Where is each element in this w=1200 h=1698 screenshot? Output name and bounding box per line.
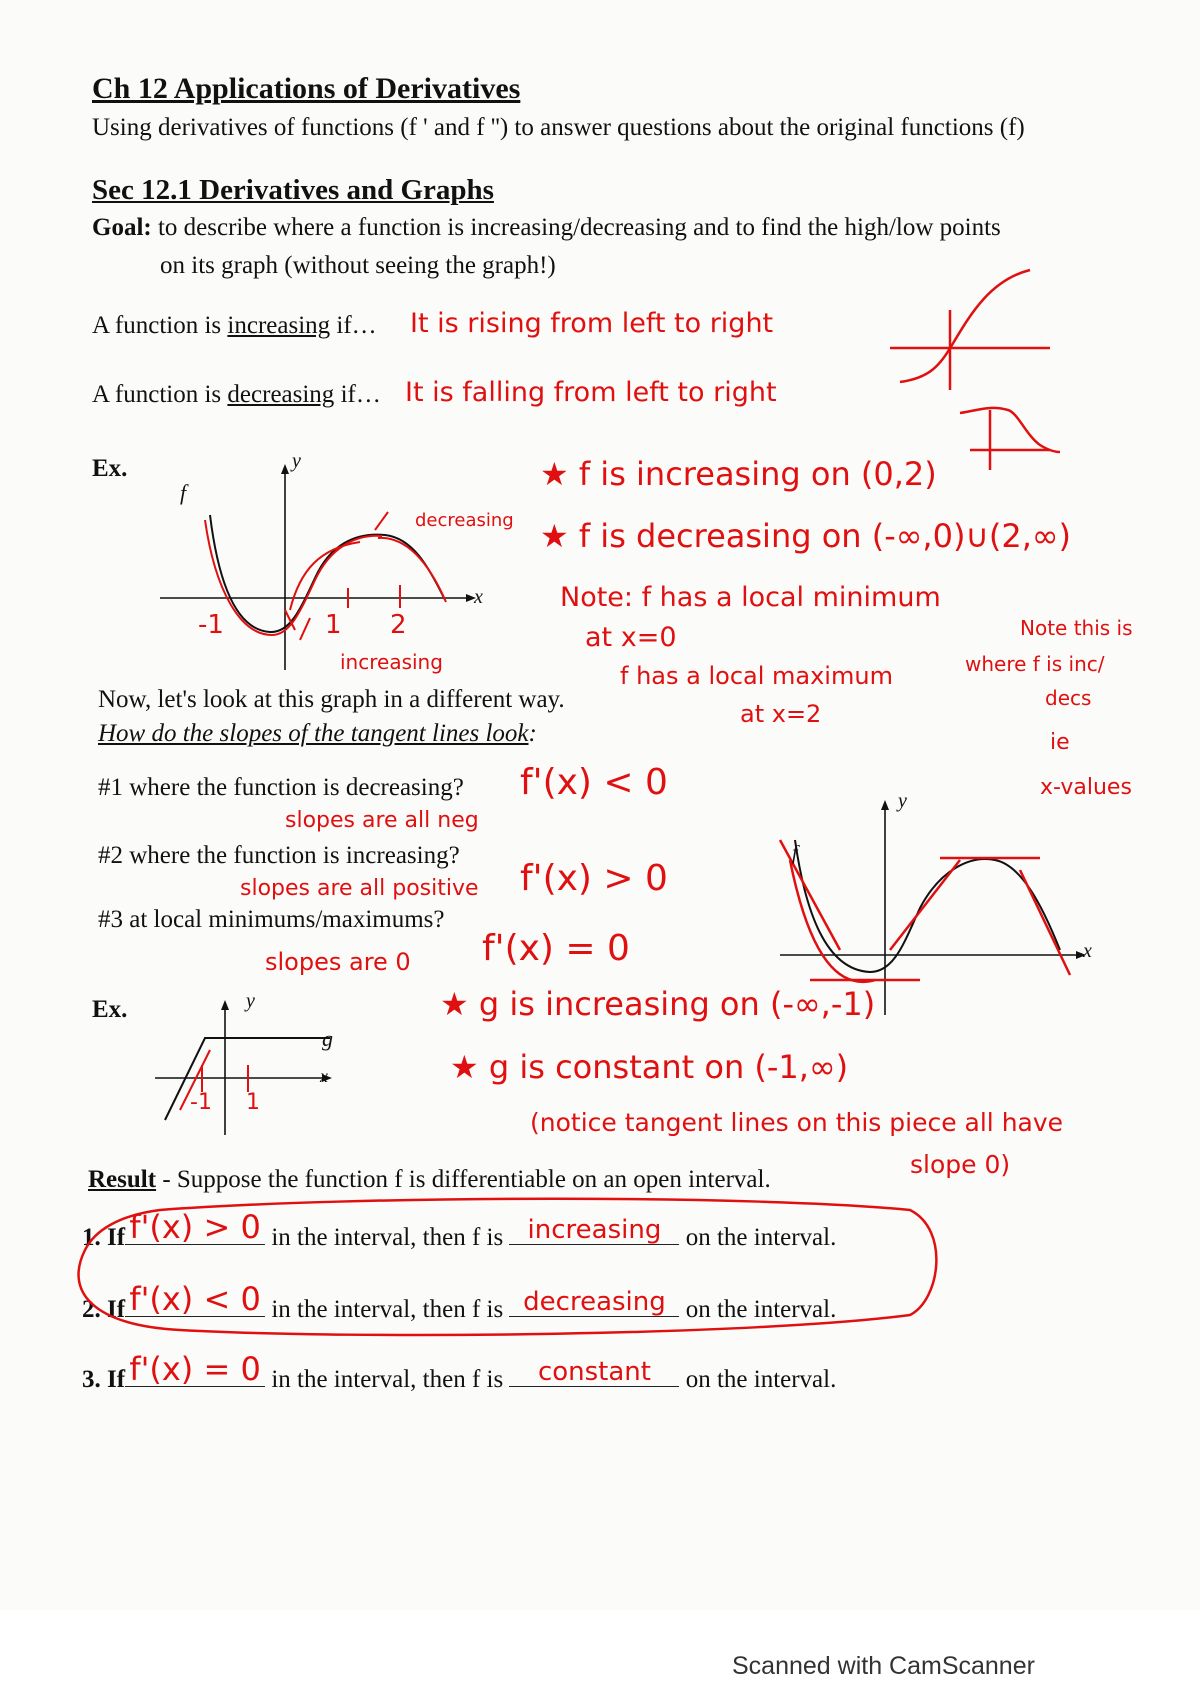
increasing-definition: A function is increasing if…: [92, 312, 377, 339]
q1-decreasing: #1 where the function is decreasing?: [98, 774, 464, 801]
ann-f-decreasing: ★ f is decreasing on (-∞,0)∪(2,∞): [540, 517, 1072, 555]
example2-y-label: y: [246, 990, 255, 1012]
q1-answer: f'(x) < 0: [520, 762, 668, 803]
example2-tick-neg1: -1: [190, 1090, 212, 1115]
ann-g-note-1: (notice tangent lines on this piece all have: [530, 1108, 1064, 1137]
example1-y-label: y: [292, 450, 301, 472]
decreasing-definition: A function is decreasing if…: [92, 381, 381, 408]
q2-note: slopes are all positive: [240, 876, 479, 901]
q3-answer: f'(x) = 0: [482, 928, 630, 969]
example2-label: Ex.: [92, 996, 128, 1023]
tick-2: 2: [390, 610, 407, 640]
increasing-sketch: [880, 270, 1070, 470]
q3-extrema: #3 at local minimums/maximums?: [98, 906, 445, 933]
scanner-watermark: Scanned with CamScanner: [732, 1652, 1035, 1680]
ann-side-2: where f is inc/: [965, 652, 1105, 676]
tangent-graph-x: x: [1083, 940, 1092, 962]
slopes-question: How do the slopes of the tangent lines look:: [98, 720, 537, 747]
result-highlight-loop: [60, 1190, 960, 1350]
ann-side-3: decs: [1045, 686, 1092, 710]
q1-note: slopes are all neg: [285, 808, 479, 833]
ann-side-4: ie: [1050, 730, 1070, 755]
result-item-1: 1. If f'(x) > 0 in the interval, then f is increasing on the interval.: [82, 1208, 837, 1251]
example2-func-label: g: [322, 1026, 333, 1051]
note-decreasing: decreasing: [415, 510, 514, 531]
ann-g-note-2: slope 0): [910, 1150, 1011, 1179]
increasing-answer: It is rising from left to right: [410, 308, 774, 339]
result-item-2: 2. If f'(x) < 0 in the interval, then f is decreasing on the interval.: [82, 1280, 837, 1323]
tangent-graph-y: y: [898, 790, 907, 812]
ann-side-5: x-values: [1040, 775, 1132, 800]
ann-g-increasing: ★ g is increasing on (-∞,-1): [440, 985, 876, 1023]
ann-local-min-1: Note: f has a local minimum: [560, 582, 941, 613]
ann-local-min-2: at x=0: [585, 622, 677, 653]
example1-func-label: f: [180, 480, 187, 505]
ann-local-max-1: f has a local maximum: [620, 662, 893, 690]
goal-line-1: [92, 214, 1001, 242]
q3-note: slopes are 0: [265, 948, 411, 976]
goal-text: to describe where a function is increasing/decreasing and to find the high/low points: [157, 214, 1001, 241]
example1-graph: [150, 460, 490, 680]
example1-label: Ex.: [92, 455, 128, 482]
chapter-title: Ch 12 Applications of Derivatives: [92, 72, 521, 105]
example2-x-label: x: [320, 1066, 328, 1086]
ann-f-increasing: ★ f is increasing on (0,2): [540, 455, 937, 493]
section-title: Sec 12.1 Derivatives and Graphs: [92, 174, 494, 206]
q2-answer: f'(x) > 0: [520, 858, 668, 899]
slopes-intro: Now, let's look at this graph in a different way.: [98, 686, 565, 713]
q2-increasing: #2 where the function is increasing?: [98, 842, 460, 869]
goal-line-2: on its graph (without seeing the graph!): [160, 252, 556, 279]
ann-local-max-2: at x=2: [740, 700, 822, 728]
ann-side-1: Note this is: [1020, 616, 1133, 640]
tick-neg1: -1: [198, 610, 224, 640]
example2-tick-1: 1: [246, 1090, 260, 1115]
chapter-subtitle: Using derivatives of functions (f ' and f '') to answer questions about the original functions (f): [92, 114, 1025, 141]
note-increasing: increasing: [340, 650, 443, 674]
tangent-graph-func: f: [792, 842, 798, 864]
decreasing-answer: It is falling from left to right: [405, 377, 777, 408]
example1-x-label: x: [474, 586, 483, 608]
goal-label: Goal:: [92, 214, 152, 241]
tick-1: 1: [325, 610, 342, 640]
ann-g-constant: ★ g is constant on (-1,∞): [450, 1048, 849, 1086]
result-intro: Result - Suppose the function f is differentiable on an open interval.: [88, 1166, 771, 1193]
result-item-3: 3. If f'(x) = 0 in the interval, then f is constant on the interval.: [82, 1350, 837, 1393]
